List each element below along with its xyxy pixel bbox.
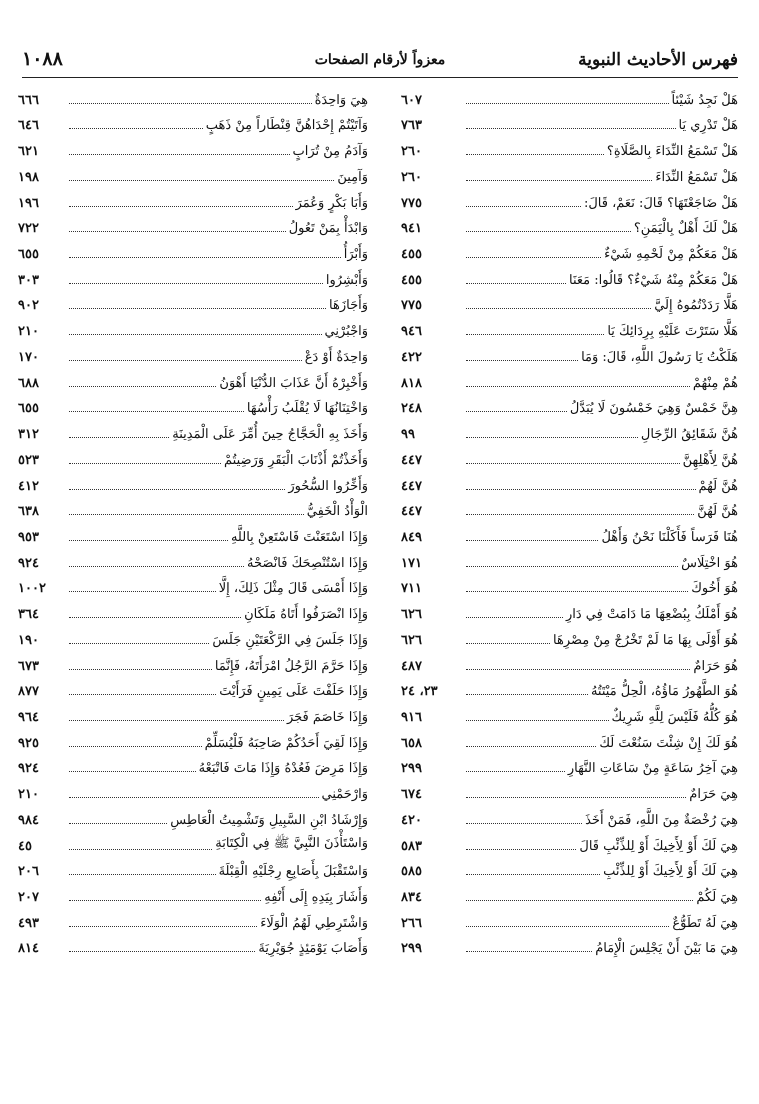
index-entry [401, 444, 738, 470]
dot-leader [466, 694, 588, 695]
hadith-text: هِيَ وَاحِدَةٌ [314, 92, 368, 108]
page-reference: ٩٤٦ [401, 324, 422, 340]
dot-leader [466, 617, 563, 618]
index-entry [18, 470, 368, 496]
dot-leader [466, 463, 680, 464]
hadith-text: وَأَشَارَ بِيَدِهِ إِلَى أَنْفِهِ [264, 890, 368, 905]
page-reference: ٨٤٩ [401, 529, 422, 545]
index-entry [401, 804, 738, 830]
index-entry [401, 393, 738, 419]
index-entry [401, 213, 738, 239]
hadith-text: وَإِذَا حَرَّمَ الرَّجُلُ امْرَأَتَهُ، فَإِنَّمَا [214, 658, 368, 674]
index-entry [18, 444, 368, 470]
page-reference: ٤٥٥ [401, 247, 422, 263]
index-entry [18, 341, 368, 367]
hadith-text: هُوَ اخْتِلَاسٌ [681, 555, 738, 571]
index-entry [18, 521, 368, 547]
hadith-text: هَلْ تَدْرِي يَا [678, 118, 738, 134]
hadith-text: هُنَا فَرَساً فَأَكَلْنَا نَحْنُ وَأَهْلُ [601, 529, 738, 545]
hadith-text: هَلْ لَكَ أَهْلٌ بِالْيَمَنِ؟ [633, 221, 738, 237]
index-entry [401, 341, 738, 367]
index-entry [18, 418, 368, 444]
dot-leader [466, 514, 694, 515]
index-entry [401, 547, 738, 573]
hadith-text: وَإِذَا جَلَسَ فِي الرَّكْعَتَيْنِ جَلَسَ [212, 632, 368, 648]
index-entry [401, 830, 738, 856]
page-number: ١٠٨٨ [22, 48, 63, 70]
index-entry [18, 778, 368, 804]
hadith-text: وَآمِينَ [337, 169, 368, 185]
dot-leader [69, 669, 212, 670]
dot-leader [69, 797, 319, 798]
index-entry [18, 547, 368, 573]
dot-leader [69, 823, 167, 824]
page-reference: ٦٣٨ [18, 504, 39, 520]
page-reference: ٥٨٥ [401, 864, 422, 880]
page-reference: ٨١٨ [401, 375, 422, 391]
dot-leader [69, 437, 169, 438]
page-reference: ٦٤٦ [18, 118, 39, 134]
page-reference: ٣٠٣ [18, 272, 39, 288]
dot-leader [466, 308, 651, 309]
page-reference: ٤٥٥ [401, 272, 422, 288]
hadith-text: هُنَّ لَهُمْ [698, 478, 738, 494]
hadith-text: وَإِذَا انْصَرَفُوا أَتَاهُ مَلَكَانِ [244, 607, 368, 623]
page-reference: ٦٢٦ [401, 607, 422, 623]
dot-leader [466, 720, 609, 721]
page-reference: ١٠٠٢ [18, 581, 46, 597]
dot-leader [466, 874, 600, 875]
hadith-text: وَإِذَا مَرِضَ فَعُدْهُ وَإِذَا مَاتَ فَاتْبَعْهُ [198, 761, 368, 777]
running-subtitle: معزواً لأرقام الصفحات [314, 52, 446, 68]
dot-leader [466, 437, 638, 438]
hadith-text: هُنَّ لَهُنَّ [697, 504, 738, 520]
dot-leader [466, 746, 596, 747]
page-reference: ٤٩٣ [18, 915, 39, 931]
hadith-text: هَلْ مَعَكُمْ مِنْهُ شَيْءٌ؟ قَالُوا: مَعَنَا [569, 272, 738, 288]
index-entry [18, 881, 368, 907]
hadith-text: هُوَ أَخُوكَ [691, 581, 738, 597]
dot-leader [466, 951, 592, 952]
hadith-text: وَاسْتَقْبَلَ بِأَصَابِعِ رِجْلَيْهِ الْقِبْلَةَ [218, 864, 368, 880]
page-reference: ٣١٢ [18, 427, 39, 443]
hadith-text: وَآتَيْتُمْ إِحْدَاهُنَّ قِنْطَاراً مِنْ ذَهَبٍ [205, 118, 368, 134]
index-entry [18, 290, 368, 316]
index-entry [18, 727, 368, 753]
page-reference: ٢٠٦ [18, 864, 39, 880]
hadith-text: هِيَ مَا بَيْنَ أَنْ يَجْلِسَ الْإِمَامُ [595, 941, 738, 957]
page-reference: ٩٩ [401, 427, 415, 443]
page-reference: ٦٧٣ [18, 658, 39, 674]
page-reference: ٧٧٥ [401, 298, 422, 314]
hadith-text: وَأَجَازَهَا [329, 298, 368, 314]
index-column-left [18, 84, 368, 1084]
hadith-text: وَإِذَا اسْتُنْصِحَكَ فَانْصَحْهُ [247, 555, 368, 571]
dot-leader [69, 514, 304, 515]
hadith-text: هُوَ أَوْلَى بِهَا مَا لَمْ تَخْرُجْ مِنْ مِصْرِهَا [553, 632, 738, 648]
page-reference: ٨٣٤ [401, 890, 422, 905]
index-entry [401, 135, 738, 161]
index-entry [18, 135, 368, 161]
dot-leader [69, 180, 334, 181]
dot-leader [466, 823, 582, 824]
index-entry [18, 187, 368, 213]
page-reference: ٢٦٠ [401, 169, 422, 185]
page-reference: ٦٨٨ [18, 375, 39, 391]
hadith-text: وَاجْبُرْنِي [324, 324, 368, 340]
hadith-text: وَإِذَا لَقِيَ أَحَدُكُمْ صَاحِبَهُ فَلْيُسَلِّمْ [204, 735, 368, 751]
hadith-text: هِيَ لَكُمْ [696, 890, 738, 905]
hadith-text: هُوَ لَكَ إِنْ شِئْتَ سَنُعْتَ لَكَ [599, 735, 738, 751]
dot-leader [466, 849, 576, 850]
page-reference: ٥٢٣ [18, 452, 39, 468]
hadith-text: وَإِذَا خَاصَمَ فَجَرَ [286, 709, 368, 725]
index-entry [18, 676, 368, 702]
page-reference: ١٩٨ [18, 169, 39, 185]
page-reference: ٧١١ [401, 581, 422, 597]
index-entry [401, 84, 738, 110]
dot-leader [466, 643, 550, 644]
dot-leader [466, 771, 565, 772]
dot-leader [466, 283, 566, 284]
dot-leader [69, 566, 244, 567]
index-entry [18, 573, 368, 599]
page-reference: ٢٩٩ [401, 761, 422, 777]
dot-leader [69, 308, 326, 309]
index-entry [18, 110, 368, 136]
page-reference: ٩٤١ [401, 221, 422, 237]
page-reference: ٢٤٨ [401, 401, 422, 417]
index-entry [401, 367, 738, 393]
index-entry [401, 187, 738, 213]
index-entry [401, 110, 738, 136]
index-entry [401, 727, 738, 753]
page-reference: ٢١٠ [18, 787, 39, 803]
hadith-text: وَأَخَذَ بِهِ الْحَجَّاجُ حِينَ أُمِّرَ عَلَى الْمَدِينَةِ [172, 427, 368, 443]
page-reference: ٩١٦ [401, 709, 422, 725]
hadith-text: هَلَّا رَدَدْتُمُوهُ إِلَيَّ [654, 298, 738, 314]
hadith-text: هَلَكْتُ يَا رَسُولَ اللَّهِ، قَالَ: وَمَا [581, 349, 738, 365]
page-reference: ٢٦٦ [401, 915, 422, 931]
hadith-text: هَلْ ضَاجَعْتَهَا؟ قَالَ: نَعَمْ، قَالَ: [583, 195, 738, 211]
hadith-text: هِيَ لَهُ تَطَوُّعٌ [672, 915, 738, 931]
hadith-text: وَاسْتَأْذَنَ النَّبِيَّ ﷺ فِي الْكِتَابَةِ [215, 835, 368, 851]
page-reference: ٤١٢ [18, 478, 39, 494]
index-entry [18, 367, 368, 393]
dot-leader [69, 386, 216, 387]
index-entry [401, 290, 738, 316]
dot-leader [69, 591, 216, 592]
hadith-text: هَلْ نَجِدُ شَيْئاً [671, 92, 738, 108]
index-entry [18, 84, 368, 110]
hadith-text: وَارْحَمْنِي [321, 787, 368, 803]
index-entry [401, 418, 738, 444]
dot-leader [69, 720, 284, 721]
dot-leader [69, 874, 216, 875]
hadith-text: هِيَ حَرَامٌ [689, 787, 738, 803]
hadith-text: وَإِرْشَادُ ابْنِ السَّبِيلِ وَتَشْمِيتُ الْعَاطِسِ [170, 812, 368, 828]
dot-leader [466, 566, 678, 567]
index-entry [401, 264, 738, 290]
hadith-text: وَأَخَذْتُمْ أَذْنَابَ الْبَقَرِ وَرَضِيتُمْ [224, 452, 368, 468]
page-reference: ٧٧٥ [401, 195, 422, 211]
dot-leader [69, 617, 241, 618]
index-entry [401, 573, 738, 599]
hadith-text: وَأَبْشِرُوا [325, 272, 368, 288]
page-reference: ٤٤٧ [401, 478, 422, 494]
index-entry [401, 598, 738, 624]
page-reference: ٦٥٥ [18, 247, 39, 263]
dot-leader [69, 154, 290, 155]
hadith-text: وَأَخِّرُوا السُّحُورَ [288, 478, 368, 494]
page-reference: ٩٦٤ [18, 709, 39, 725]
index-entry [401, 881, 738, 907]
page-reference: ٩٢٤ [18, 761, 39, 777]
page-reference: ١٧١ [401, 555, 422, 571]
dot-leader [466, 669, 690, 670]
page-reference: ٧٢٢ [18, 221, 39, 237]
hadith-text: هُوَ حَرَامٌ [693, 658, 738, 674]
dot-leader [466, 128, 676, 129]
page-reference: ١٩٦ [18, 195, 39, 211]
hadith-text: هَلْ تَسْمَعُ النِّدَاءَ [655, 169, 738, 185]
hadith-text: الْوَأْدُ الْخَفِيُّ [306, 504, 368, 520]
dot-leader [69, 771, 196, 772]
hadith-text: وَأَبَا بَكْرٍ وَعُمَرَ [295, 195, 368, 211]
index-entry [18, 213, 368, 239]
hadith-text: هُنَّ شَقَائِقُ الرِّجَالِ [640, 427, 738, 443]
dot-leader [466, 231, 631, 232]
index-entry [401, 676, 738, 702]
hadith-text: هِيَ لَكَ أَوْ لِأَخِيكَ أَوْ لِلذِّئْبِ [603, 864, 738, 880]
page-reference: ٩٠٢ [18, 298, 39, 314]
hadith-text: وَإِذَا اسْتَعَنْتَ فَاسْتَعِنْ بِاللَّهِ [230, 529, 368, 545]
dot-leader [466, 257, 601, 258]
index-entry [18, 804, 368, 830]
page-reference: ٦٥٨ [401, 735, 422, 751]
running-title: فهرس الأحاديث النبوية [578, 50, 738, 70]
page-reference: ٤٢٠ [401, 812, 422, 828]
page-reference: ٦٥٥ [18, 401, 39, 417]
dot-leader [69, 540, 228, 541]
hadith-text: وَأَبْرَأُ [343, 247, 368, 263]
hadith-text: وَآدَمُ مِنْ تُرَابٍ [292, 144, 368, 160]
dot-leader [466, 154, 604, 155]
index-entry [401, 315, 738, 341]
dot-leader [466, 180, 652, 181]
page-reference: ٩٥٣ [18, 529, 39, 545]
dot-leader [69, 926, 257, 927]
dot-leader [69, 206, 293, 207]
index-entry [401, 778, 738, 804]
index-entry [18, 753, 368, 779]
hadith-text: هِنَّ خَمْسٌ وَهِيَ خَمْسُونَ لَا يُبَدَّلُ [569, 401, 738, 417]
index-entry [18, 315, 368, 341]
page-reference: ١٩٠ [18, 632, 39, 648]
index-entry [18, 650, 368, 676]
dot-leader [466, 386, 690, 387]
page-reference: ٢٦٠ [401, 144, 422, 160]
index-entry [18, 264, 368, 290]
page-reference: ٦٦٦ [18, 92, 39, 108]
dot-leader [69, 900, 261, 901]
page-reference: ٨١٤ [18, 941, 39, 957]
index-entry [18, 624, 368, 650]
dot-leader [69, 746, 202, 747]
hadith-text: هَلَّا سَتَرْتَ عَلَيْهِ بِرِدَائِكَ يَا [607, 324, 738, 340]
dot-leader [69, 849, 212, 850]
hadith-text: وَإِذَا أَمْسَى قَالَ مِثْلَ ذَلِكَ، إِلَّا [218, 581, 368, 597]
index-entry [18, 701, 368, 727]
index-entry [401, 753, 738, 779]
page-reference: ٦٧٤ [401, 787, 422, 803]
page-reference: ٩٢٥ [18, 735, 39, 751]
dot-leader [69, 334, 322, 335]
page-reference: ٦٠٧ [401, 92, 422, 108]
index-entry [401, 701, 738, 727]
dot-leader [466, 103, 669, 104]
hadith-text: هُنَّ لِأَهْلِهِنَّ [682, 452, 738, 468]
dot-leader [466, 797, 686, 798]
dot-leader [466, 489, 696, 490]
hadith-text: وَاشْتَرِطِي لَهُمُ الْوَلَاءَ [260, 915, 368, 931]
index-entry [18, 830, 368, 856]
index-entry [401, 907, 738, 933]
dot-leader [69, 463, 221, 464]
dot-leader [69, 103, 312, 104]
index-entry [18, 393, 368, 419]
dot-leader [466, 360, 578, 361]
hadith-text: هُوَ كُلُّهُ فَلَيْسَ لِلَّهِ شَرِيكٌ [611, 709, 738, 725]
hadith-text: هِيَ رُخْصَةٌ مِنَ اللَّهِ، فَمَنْ أَخَذَ [585, 812, 738, 828]
index-entry [18, 161, 368, 187]
page-reference: ٩٨٤ [18, 812, 39, 828]
index-entry [401, 521, 738, 547]
page-reference: ٣٦٤ [18, 607, 39, 623]
index-column-right [401, 84, 738, 1084]
page-reference: ١٧٠ [18, 349, 39, 365]
dot-leader [69, 283, 323, 284]
dot-leader [69, 231, 286, 232]
index-entry [401, 624, 738, 650]
index-entry [401, 161, 738, 187]
page-header [22, 48, 738, 76]
page-reference: ٨٧٧ [18, 684, 39, 700]
hadith-text: وَإِذَا حَلَفْتَ عَلَى يَمِينٍ فَرَأَيْتَ [219, 684, 368, 700]
dot-leader [466, 900, 693, 901]
dot-leader [69, 128, 203, 129]
dot-leader [69, 643, 209, 644]
page-reference: ٤٤٧ [401, 504, 422, 520]
dot-leader [69, 360, 302, 361]
page-reference: ٤٨٧ [401, 658, 422, 674]
index-entry [401, 650, 738, 676]
page-reference: ٩٢٤ [18, 555, 39, 571]
header-rule [22, 77, 738, 78]
page-reference: ٢١٠ [18, 324, 39, 340]
dot-leader [69, 411, 244, 412]
page-reference: ٤٤٧ [401, 452, 422, 468]
index-entry [401, 933, 738, 959]
index-entry [18, 598, 368, 624]
index-entry [18, 933, 368, 959]
hadith-text: هِيَ آخِرُ سَاعَةٍ مِنْ سَاعَاتِ النَّهَارِ [567, 761, 738, 777]
hadith-text: هِيَ لَكَ أَوْ لِأَخِيكَ أَوْ لِلذِّئْبِ قَالَ [579, 838, 738, 854]
page-reference: ٥٨٣ [401, 838, 422, 854]
index-entry [401, 238, 738, 264]
hadith-text: وَابْدَأْ بِمَنْ تَعُولُ [288, 221, 368, 237]
index-entry [18, 907, 368, 933]
index-entry [18, 238, 368, 264]
page-reference: ٤٥ [18, 838, 32, 854]
index-entry [18, 496, 368, 522]
dot-leader [69, 951, 255, 952]
hadith-text: هُمْ مِنْهُمْ [692, 375, 738, 391]
dot-leader [466, 540, 598, 541]
dot-leader [466, 206, 581, 207]
dot-leader [466, 334, 604, 335]
page-reference: ٢٩٩ [401, 941, 422, 957]
hadith-text: هَلْ تَسْمَعُ النِّدَاءَ بِالصَّلَاةِ؟ [606, 144, 738, 160]
page-reference: ٢٠٧ [18, 890, 39, 905]
index-entry [401, 496, 738, 522]
hadith-text: هُوَ أَمْلَكُ بِبُضْعِهَا مَا دَامَتْ فِي دَارِ [565, 607, 738, 623]
page-reference: ٦٢١ [18, 144, 39, 160]
dot-leader [466, 411, 567, 412]
hadith-text: هَلْ مَعَكُمْ مِنْ لَحْمِهِ شَيْءٌ [604, 247, 738, 263]
page-reference: ٦٢٦ [401, 632, 422, 648]
dot-leader [69, 694, 216, 695]
hadith-text: وَأَخْبِرْهُ أَنَّ عَذَابَ الدُّنْيَا أَهْوَنُ [219, 375, 368, 391]
page-reference: ٢٣، ٢٤ [401, 684, 438, 700]
hadith-text: وَاحِدَةٌ أَوْ دَعْ [304, 349, 368, 365]
hadith-text: وَاخْتِنَانُهَا لَا يُقْلَبُ رَأْسُهَا [246, 401, 368, 417]
dot-leader [69, 257, 341, 258]
hadith-text: وَأَصَابَ يَوْمَئِذٍ جُوَيْرِيَةَ [258, 941, 368, 957]
index-entry [401, 470, 738, 496]
hadith-text: هُوَ الطَّهُورُ مَاؤُهُ، الْحِلُّ مَيْتَتُهُ [590, 684, 738, 700]
dot-leader [69, 489, 285, 490]
page-reference: ٤٢٢ [401, 349, 422, 365]
index-entry [18, 856, 368, 882]
dot-leader [466, 926, 669, 927]
page-reference: ٧٦٣ [401, 118, 422, 134]
index-entry [401, 856, 738, 882]
dot-leader [466, 591, 688, 592]
